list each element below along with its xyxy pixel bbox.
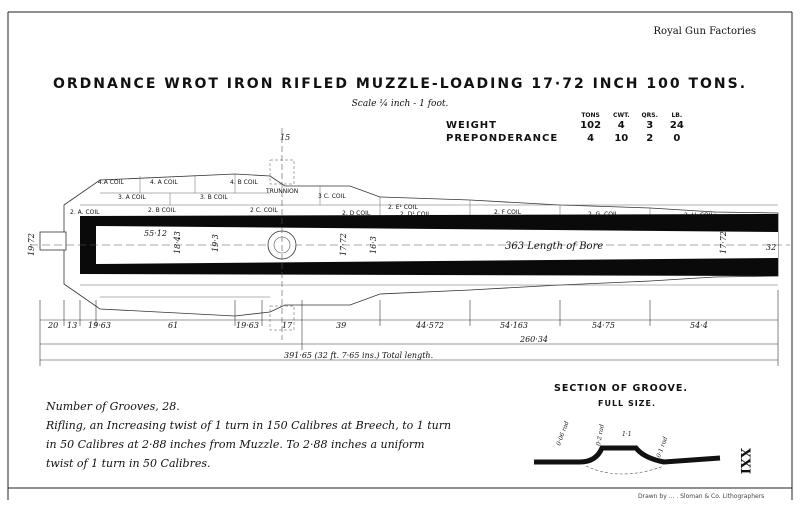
cell-value: 2 [646,133,654,144]
bore-length: 363 Length of Bore [505,241,604,252]
muzzle-length: 260·34 [520,335,548,344]
groove-dim: 0·06 rad [555,420,571,447]
coil-label: 2. D¹ COIL [400,211,431,218]
segment-dim: 20 [48,321,59,330]
coil-label: 4.A COIL [98,179,124,186]
segment-dim: 61 [168,321,179,330]
rifling-line: in 50 Calibres at 2·88 inches from Muzzle. To 2·88 inches a uniform [46,438,425,451]
segment-dim: 54·4 [690,321,708,330]
coil-label: 3. A COIL [118,194,146,201]
segment-dim: 44·572 [416,321,444,330]
drawing-title: ORDNANCE WROT IRON RIFLED MUZZLE-LOADING 17·72 INCH 100 TONS. [52,76,748,92]
rifling-line: Rifling, an Increasing twist of 1 turn in 150 Calibres at Breech, to 1 turn [46,419,452,432]
coil-label: 3. B COIL [200,194,228,201]
coil-label: 2. A. COIL [70,209,100,216]
bore-dim: 18·43 [173,231,182,254]
imprint: Drawn by ... . Sloman & Co. Lithographers [638,493,765,500]
groove-profile [534,448,720,462]
cascabel [40,232,66,250]
cell-value: 3 [646,120,654,131]
row-label: WEIGHT [446,120,497,131]
bore-dim: 17·72 [719,231,728,254]
cell-value: 4 [617,120,625,131]
cell-value: 24 [669,120,684,131]
row-label: PREPONDERANCE [446,133,559,144]
groove-dim: 0·1 rad [655,435,670,459]
segment-dim: 54·163 [500,321,528,330]
cell-value: 102 [580,120,602,131]
coil-label: 2. H. COIL [684,212,714,219]
coil-label: 2 C. COIL [250,207,278,214]
coil-label: TRUNNION [266,188,299,195]
grooves-note: Number of Grooves, 28. [46,400,180,413]
groove-section-title: SECTION OF GROOVE. [554,383,688,394]
plate-number: XXI [737,448,752,475]
coil-label: 2. F COIL [494,209,522,216]
segment-dim: 39 [336,321,347,330]
rifling-line: twist of 1 turn in 50 Calibres. [46,457,211,470]
coil-label: 2. D COIL [342,210,371,217]
bore-dim: 55·12 [144,229,167,238]
bore-dim: 32 [766,243,777,252]
total-length: 391·65 (32 ft. 7·65 ins.) Total length. [284,351,434,360]
segment-dim: 19·63 [236,321,259,330]
groove-arc [586,466,664,474]
col-cwt: CWT. [613,112,630,119]
trunnion-dim: 15 [280,133,291,142]
groove-dim: 0·2 rad [595,423,606,447]
groove-dim: 1·1 [622,431,632,438]
coil-label: 3 C. COIL [318,193,346,200]
bore-dim: 19·72 [27,233,36,256]
cell-value: 0 [673,133,681,144]
coil-label: 4. A COIL [150,179,178,186]
segment-dim: 17 [282,321,293,330]
groove-section-subtitle: FULL SIZE. [598,399,656,408]
bore-dim: 17·72 [339,233,348,256]
rifling-notes [46,397,451,473]
coil-label: 2. G. COIL [588,211,619,218]
corner-label: Royal Gun Factories [653,26,756,37]
bore-dim: 19·3 [211,234,220,252]
coil-label: 4. B COIL [230,179,258,186]
scale-note: Scale ¼ inch - 1 foot. [351,99,449,109]
bore-dim: 16·3 [369,236,378,254]
segment-dim: 54·75 [592,321,615,330]
coil-label: 2. B COIL [148,207,176,214]
cell-value: 10 [614,133,629,144]
col-qrs: QRS. [641,112,658,119]
col-lb: LB. [671,112,683,119]
cell-value: 4 [587,133,595,144]
col-tons: TONS [581,112,600,119]
coil-label: 2. E¹ COIL [388,204,418,211]
segment-dim: 19·63 [88,321,111,330]
segment-dim: 13 [67,321,78,330]
